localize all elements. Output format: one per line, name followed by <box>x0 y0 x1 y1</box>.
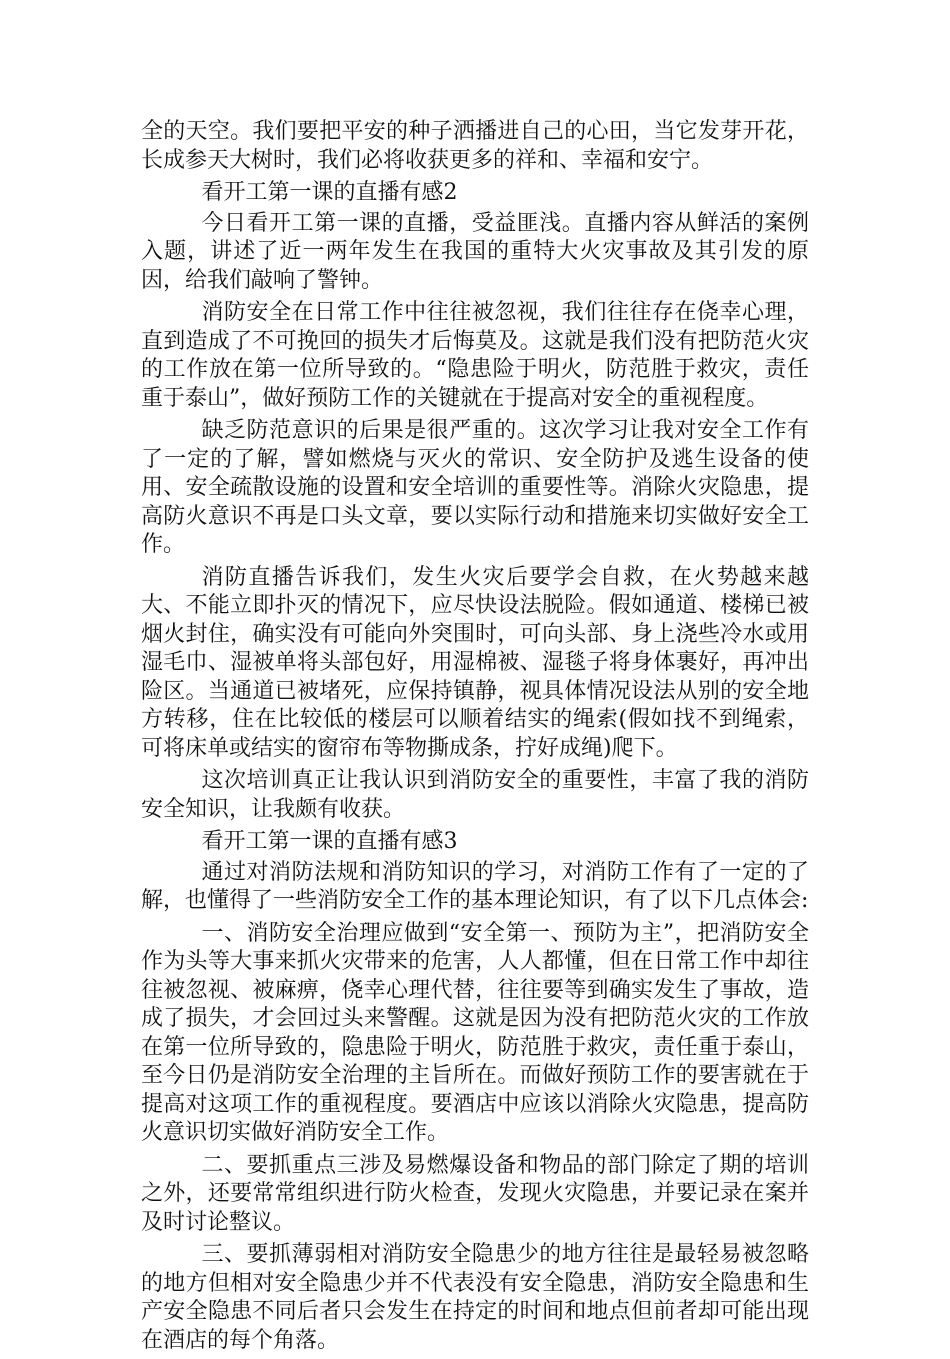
paragraph-5: 消防直播告诉我们，发生火灾后要学会自救，在火势越来越大、不能立即扑灭的情况下，应尽快设法脱险。假如通道、楼梯已被烟火封住，确实没有可能向外突围时，可向头部、身上浇些冷水或用湿毛巾、湿被单将头部包好，用湿棉被、湿毯子将身体裹好，再冲出险区。当通道已被堵死，应保持镇静，视具体情况设法从别的安全地方转移，住在比较低的楼层可以顺着结实的绳索(假如找不到绳索，可将床单或结实的窗帘布等物撕成条，拧好成绳)爬下。 <box>141 564 809 761</box>
paragraph-3: 消防安全在日常工作中往往被忽视，我们往往存在侥幸心理，直到造成了不可挽回的损失才后悔莫及。这就是我们没有把防范火灾的工作放在第一位所导致的。“隐患险于明火，防范胜于救灾，责任重于泰山”，做好预防工作的关键就在于提高对安全的重视程度。 <box>141 300 809 411</box>
paragraph-1: 全的天空。我们要把平安的种子洒播进自己的心田，当它发芽开花，长成参天大树时，我们必将收获更多的祥和、幸福和安宁。 <box>141 119 809 173</box>
paragraph-9: 二、要抓重点三涉及易燃爆设备和物品的部门除定了期的培训之外，还要常常组织进行防火检查，发现火灾隐患，并要记录在案并及时讨论整议。 <box>141 1152 809 1235</box>
section-heading-3: 看开工第一课的直播有感3 <box>201 829 458 854</box>
section-heading-2: 看开工第一课的直播有感2 <box>201 180 458 205</box>
paragraph-8: 一、消防安全治理应做到“安全第一、预防为主”，把消防安全作为头等大事来抓火灾带来的危害，人人都懂，但在日常工作中却往往被忽视、被麻痹，侥幸心理代替，往往要等到确实发生了事故，造成了损失，才会回过头来警醒。这就是因为没有把防范火灾的工作放在第一位所导致的，隐患险于明火，防范胜于救灾，责任重于泰山，至今日仍是消防安全治理的主旨所在。而做好预防工作的要害就在于提高对这项工作的重视程度。要酒店中应该以消除火灾隐患，提高防火意识切实做好消防安全工作。 <box>141 920 809 1145</box>
paragraph-6: 这次培训真正让我认识到消防安全的重要性，丰富了我的消防安全知识，让我颇有收获。 <box>141 768 809 822</box>
paragraph-2: 今日看开工第一课的直播，受益匪浅。直播内容从鲜活的案例入题，讲述了近一两年发生在我国的重特大火灾事故及其引发的原因，给我们敲响了警钟。 <box>141 210 809 293</box>
paragraph-4: 缺乏防范意识的后果是很严重的。这次学习让我对安全工作有了一定的了解，譬如燃烧与灭火的常识、安全防护及逃生设备的使用、安全疏散设施的设置和安全培训的重要性等。消除火灾隐患，提高防火意识不再是口头文章，要以实际行动和措施来切实做好安全工作。 <box>141 418 809 557</box>
paragraph-7: 通过对消防法规和消防知识的学习，对消防工作有了一定的了解，也懂得了一些消防安全工作的基本理论知识，有了以下几点体会: <box>141 859 809 913</box>
paragraph-10: 三、要抓薄弱相对消防安全隐患少的地方往往是最轻易被忽略的地方但相对安全隐患少并不代表没有安全隐患，消防安全隐患和生产安全隐患不同后者只会发生在持定的时间和地点但前者却可能出现在酒店的每个角落。 <box>141 1242 809 1353</box>
document-body <box>141 118 809 1359</box>
